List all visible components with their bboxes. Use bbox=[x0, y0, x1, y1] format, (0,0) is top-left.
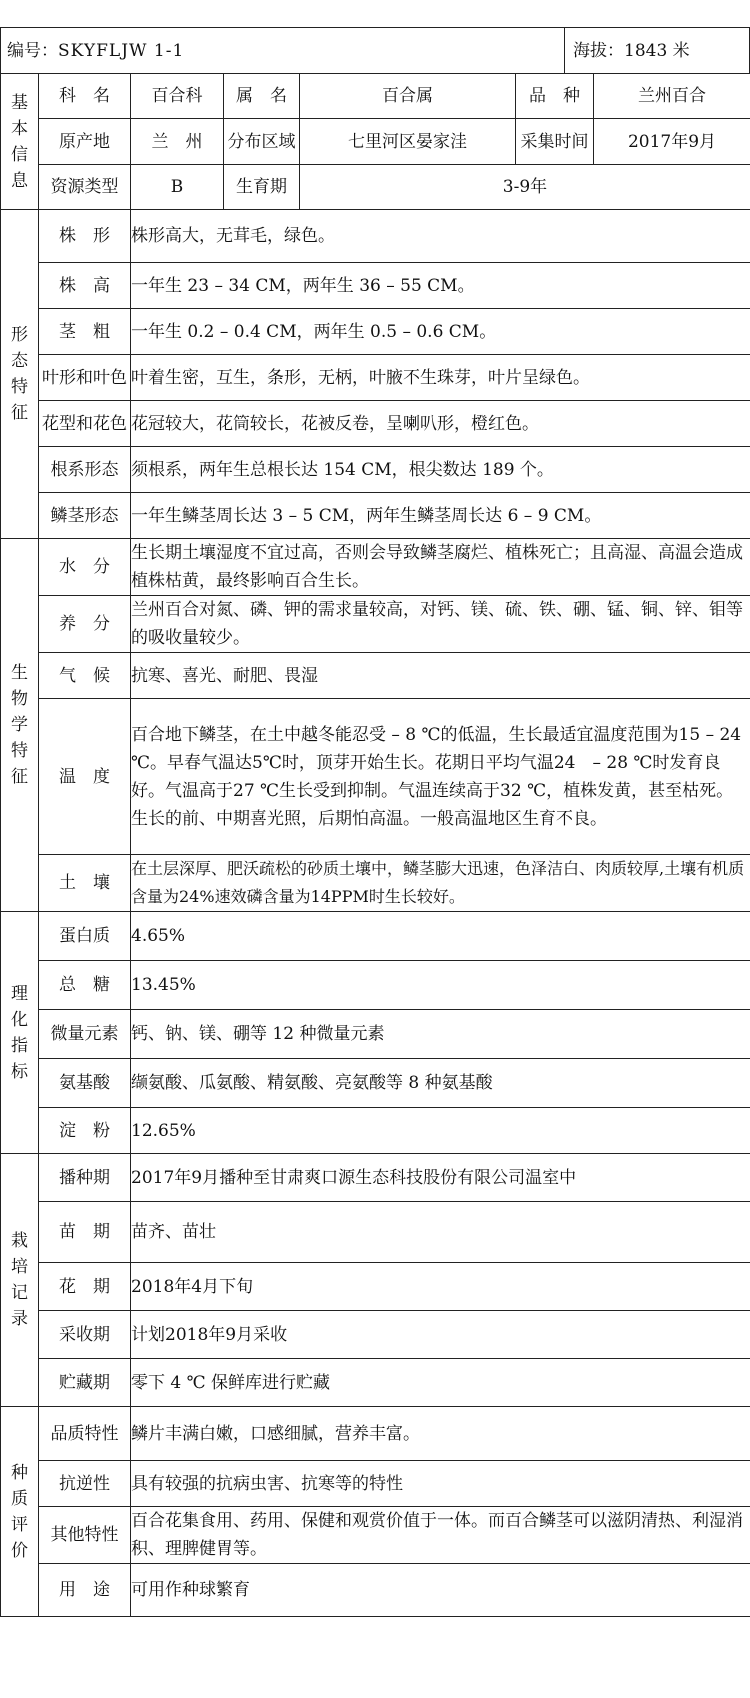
bio-value: 生长期土壤湿度不宜过高，否则会导致鳞茎腐烂、植株死亡；且高湿、高温会造成植株枯黄，最终影响百合生长。 bbox=[131, 539, 750, 596]
bio-value: 在土层深厚、肥沃疏松的砂质土壤中，鳞茎膨大迅速，色泽洁白、肉质较厚,土壤有机质含量为24%速效磷含量为14PPM时生长较好。 bbox=[131, 855, 750, 912]
collect-value: 2017年9月 bbox=[594, 119, 750, 165]
morph-value: 一年生鳞茎周长达 3 – 5 CM，两年生鳞茎周长达 6 – 9 CM。 bbox=[131, 493, 750, 539]
cult-value: 2018年4月下旬 bbox=[131, 1263, 750, 1311]
chem-label: 蛋白质 bbox=[39, 912, 131, 961]
chem-value: 13.45% bbox=[131, 961, 750, 1010]
bio-label: 气 候 bbox=[39, 653, 131, 699]
morph-row bbox=[1, 401, 750, 447]
section-bio: 生 物 学 特 征 bbox=[1, 539, 39, 912]
section-basic: 基 本 信 息 bbox=[1, 74, 39, 210]
bio-label: 水 分 bbox=[39, 539, 131, 596]
section-chem: 理 化 指 标 bbox=[1, 912, 39, 1154]
code-cell bbox=[0, 27, 565, 73]
morph-label: 鳞茎形态 bbox=[39, 493, 131, 539]
chem-value: 12.65% bbox=[131, 1108, 750, 1154]
chem-label: 氨基酸 bbox=[39, 1059, 131, 1108]
morph-value: 花冠较大，花筒较长，花被反卷，呈喇叭形，橙红色。 bbox=[131, 401, 750, 447]
chem-label: 淀 粉 bbox=[39, 1108, 131, 1154]
chem-row bbox=[1, 912, 750, 961]
morph-value: 须根系，两年生总根长达 154 CM，根尖数达 189 个。 bbox=[131, 447, 750, 493]
area-value: 七里河区晏家洼 bbox=[300, 119, 516, 165]
genus-value: 百合属 bbox=[300, 74, 516, 119]
variety-value: 兰州百合 bbox=[594, 74, 750, 119]
morph-row bbox=[1, 447, 750, 493]
morph-label: 花型和花色 bbox=[39, 401, 131, 447]
code-value: SKYFLJW 1-1 bbox=[58, 40, 185, 61]
code-label: 编号： bbox=[7, 40, 58, 61]
family-label: 科 名 bbox=[39, 74, 131, 119]
eval-row bbox=[1, 1507, 750, 1564]
morph-row bbox=[1, 210, 750, 263]
cult-row bbox=[1, 1311, 750, 1359]
chem-row bbox=[1, 1059, 750, 1108]
eval-value: 具有较强的抗病虫害、抗寒等的特性 bbox=[131, 1461, 750, 1507]
bio-row bbox=[1, 539, 750, 596]
eval-label: 用 途 bbox=[39, 1564, 131, 1617]
section-eval: 种 质 评 价 bbox=[1, 1407, 39, 1617]
basic-row-3 bbox=[1, 165, 750, 210]
type-value: B bbox=[131, 165, 224, 210]
eval-label: 其他特性 bbox=[39, 1507, 131, 1564]
cult-label: 播种期 bbox=[39, 1154, 131, 1202]
header-row bbox=[0, 27, 750, 73]
morph-value: 一年生 0.2 – 0.4 CM，两年生 0.5 – 0.6 CM。 bbox=[131, 309, 750, 355]
morph-row bbox=[1, 263, 750, 309]
cult-label: 花 期 bbox=[39, 1263, 131, 1311]
bio-value: 兰州百合对氮、磷、钾的需求量较高，对钙、镁、硫、铁、硼、锰、铜、锌、钼等的吸收量较少。 bbox=[131, 596, 750, 653]
genus-label: 属 名 bbox=[224, 74, 300, 119]
bio-row bbox=[1, 855, 750, 912]
chem-row bbox=[1, 1010, 750, 1059]
cult-value: 苗齐、苗壮 bbox=[131, 1202, 750, 1263]
section-morph: 形 态 特 征 bbox=[1, 210, 39, 539]
chem-value: 钙、钠、镁、硼等 12 种微量元素 bbox=[131, 1010, 750, 1059]
bio-row bbox=[1, 653, 750, 699]
morph-row bbox=[1, 309, 750, 355]
morph-value: 叶着生密，互生，条形，无柄，叶腋不生珠芽，叶片呈绿色。 bbox=[131, 355, 750, 401]
bio-row bbox=[1, 596, 750, 653]
record-table bbox=[0, 73, 750, 1617]
altitude-cell bbox=[565, 27, 750, 73]
eval-row bbox=[1, 1461, 750, 1507]
morph-label: 株 形 bbox=[39, 210, 131, 263]
cult-row bbox=[1, 1359, 750, 1407]
morph-value: 一年生 23 – 34 CM，两年生 36 – 55 CM。 bbox=[131, 263, 750, 309]
eval-label: 抗逆性 bbox=[39, 1461, 131, 1507]
variety-label: 品 种 bbox=[516, 74, 594, 119]
bio-value: 抗寒、喜光、耐肥、畏湿 bbox=[131, 653, 750, 699]
area-label: 分布区域 bbox=[224, 119, 300, 165]
basic-row-2 bbox=[1, 119, 750, 165]
cult-label: 采收期 bbox=[39, 1311, 131, 1359]
cult-value: 2017年9月播种至甘肃爽口源生态科技股份有限公司温室中 bbox=[131, 1154, 750, 1202]
cult-label: 苗 期 bbox=[39, 1202, 131, 1263]
eval-value: 可用作种球繁育 bbox=[131, 1564, 750, 1617]
morph-label: 株 高 bbox=[39, 263, 131, 309]
cult-row bbox=[1, 1263, 750, 1311]
chem-label: 总 糖 bbox=[39, 961, 131, 1010]
bio-label: 养 分 bbox=[39, 596, 131, 653]
cult-row bbox=[1, 1202, 750, 1263]
morph-value: 株形高大，无茸毛，绿色。 bbox=[131, 210, 750, 263]
morph-row bbox=[1, 355, 750, 401]
bio-row bbox=[1, 699, 750, 855]
cult-label: 贮藏期 bbox=[39, 1359, 131, 1407]
chem-value: 缬氨酸、瓜氨酸、精氨酸、亮氨酸等 8 种氨基酸 bbox=[131, 1059, 750, 1108]
growth-label: 生育期 bbox=[224, 165, 300, 210]
eval-value: 鳞片丰满白嫩，口感细腻，营养丰富。 bbox=[131, 1407, 750, 1461]
bio-value: 百合地下鳞茎，在土中越冬能忍受 – 8 ℃的低温，生长最适宜温度范围为15 – 24 ℃。早春气温达5℃时，顶芽开始生长。花期日平均气温24 – 28 ℃时发育良好。气温高于27 ℃生长受到抑制。气温连续高于32 ℃，植株发黄，甚至枯死。生长的前、中期喜光照，后期怕高温。一般高温地区生育不良。 bbox=[131, 699, 750, 855]
chem-row bbox=[1, 961, 750, 1010]
morph-label: 叶形和叶色 bbox=[39, 355, 131, 401]
altitude-value: 1843 米 bbox=[624, 40, 690, 61]
basic-row-1 bbox=[1, 74, 750, 119]
growth-value: 3-9年 bbox=[300, 165, 750, 210]
section-cult: 栽 培 记 录 bbox=[1, 1154, 39, 1407]
bio-label: 温 度 bbox=[39, 699, 131, 855]
morph-label: 根系形态 bbox=[39, 447, 131, 493]
chem-value: 4.65% bbox=[131, 912, 750, 961]
origin-value: 兰 州 bbox=[131, 119, 224, 165]
cult-value: 零下 4 ℃ 保鲜库进行贮藏 bbox=[131, 1359, 750, 1407]
altitude-label: 海拔： bbox=[573, 40, 624, 61]
eval-value: 百合花集食用、药用、保健和观赏价值于一体。而百合鳞茎可以滋阴清热、利湿消积、理脾健胃等。 bbox=[131, 1507, 750, 1564]
origin-label: 原产地 bbox=[39, 119, 131, 165]
cult-value: 计划2018年9月采收 bbox=[131, 1311, 750, 1359]
collect-label: 采集时间 bbox=[516, 119, 594, 165]
morph-label: 茎 粗 bbox=[39, 309, 131, 355]
bio-label: 土 壤 bbox=[39, 855, 131, 912]
eval-row bbox=[1, 1407, 750, 1461]
eval-label: 品质特性 bbox=[39, 1407, 131, 1461]
chem-row bbox=[1, 1108, 750, 1154]
morph-row bbox=[1, 493, 750, 539]
chem-label: 微量元素 bbox=[39, 1010, 131, 1059]
eval-row bbox=[1, 1564, 750, 1617]
family-value: 百合科 bbox=[131, 74, 224, 119]
cult-row bbox=[1, 1154, 750, 1202]
type-label: 资源类型 bbox=[39, 165, 131, 210]
